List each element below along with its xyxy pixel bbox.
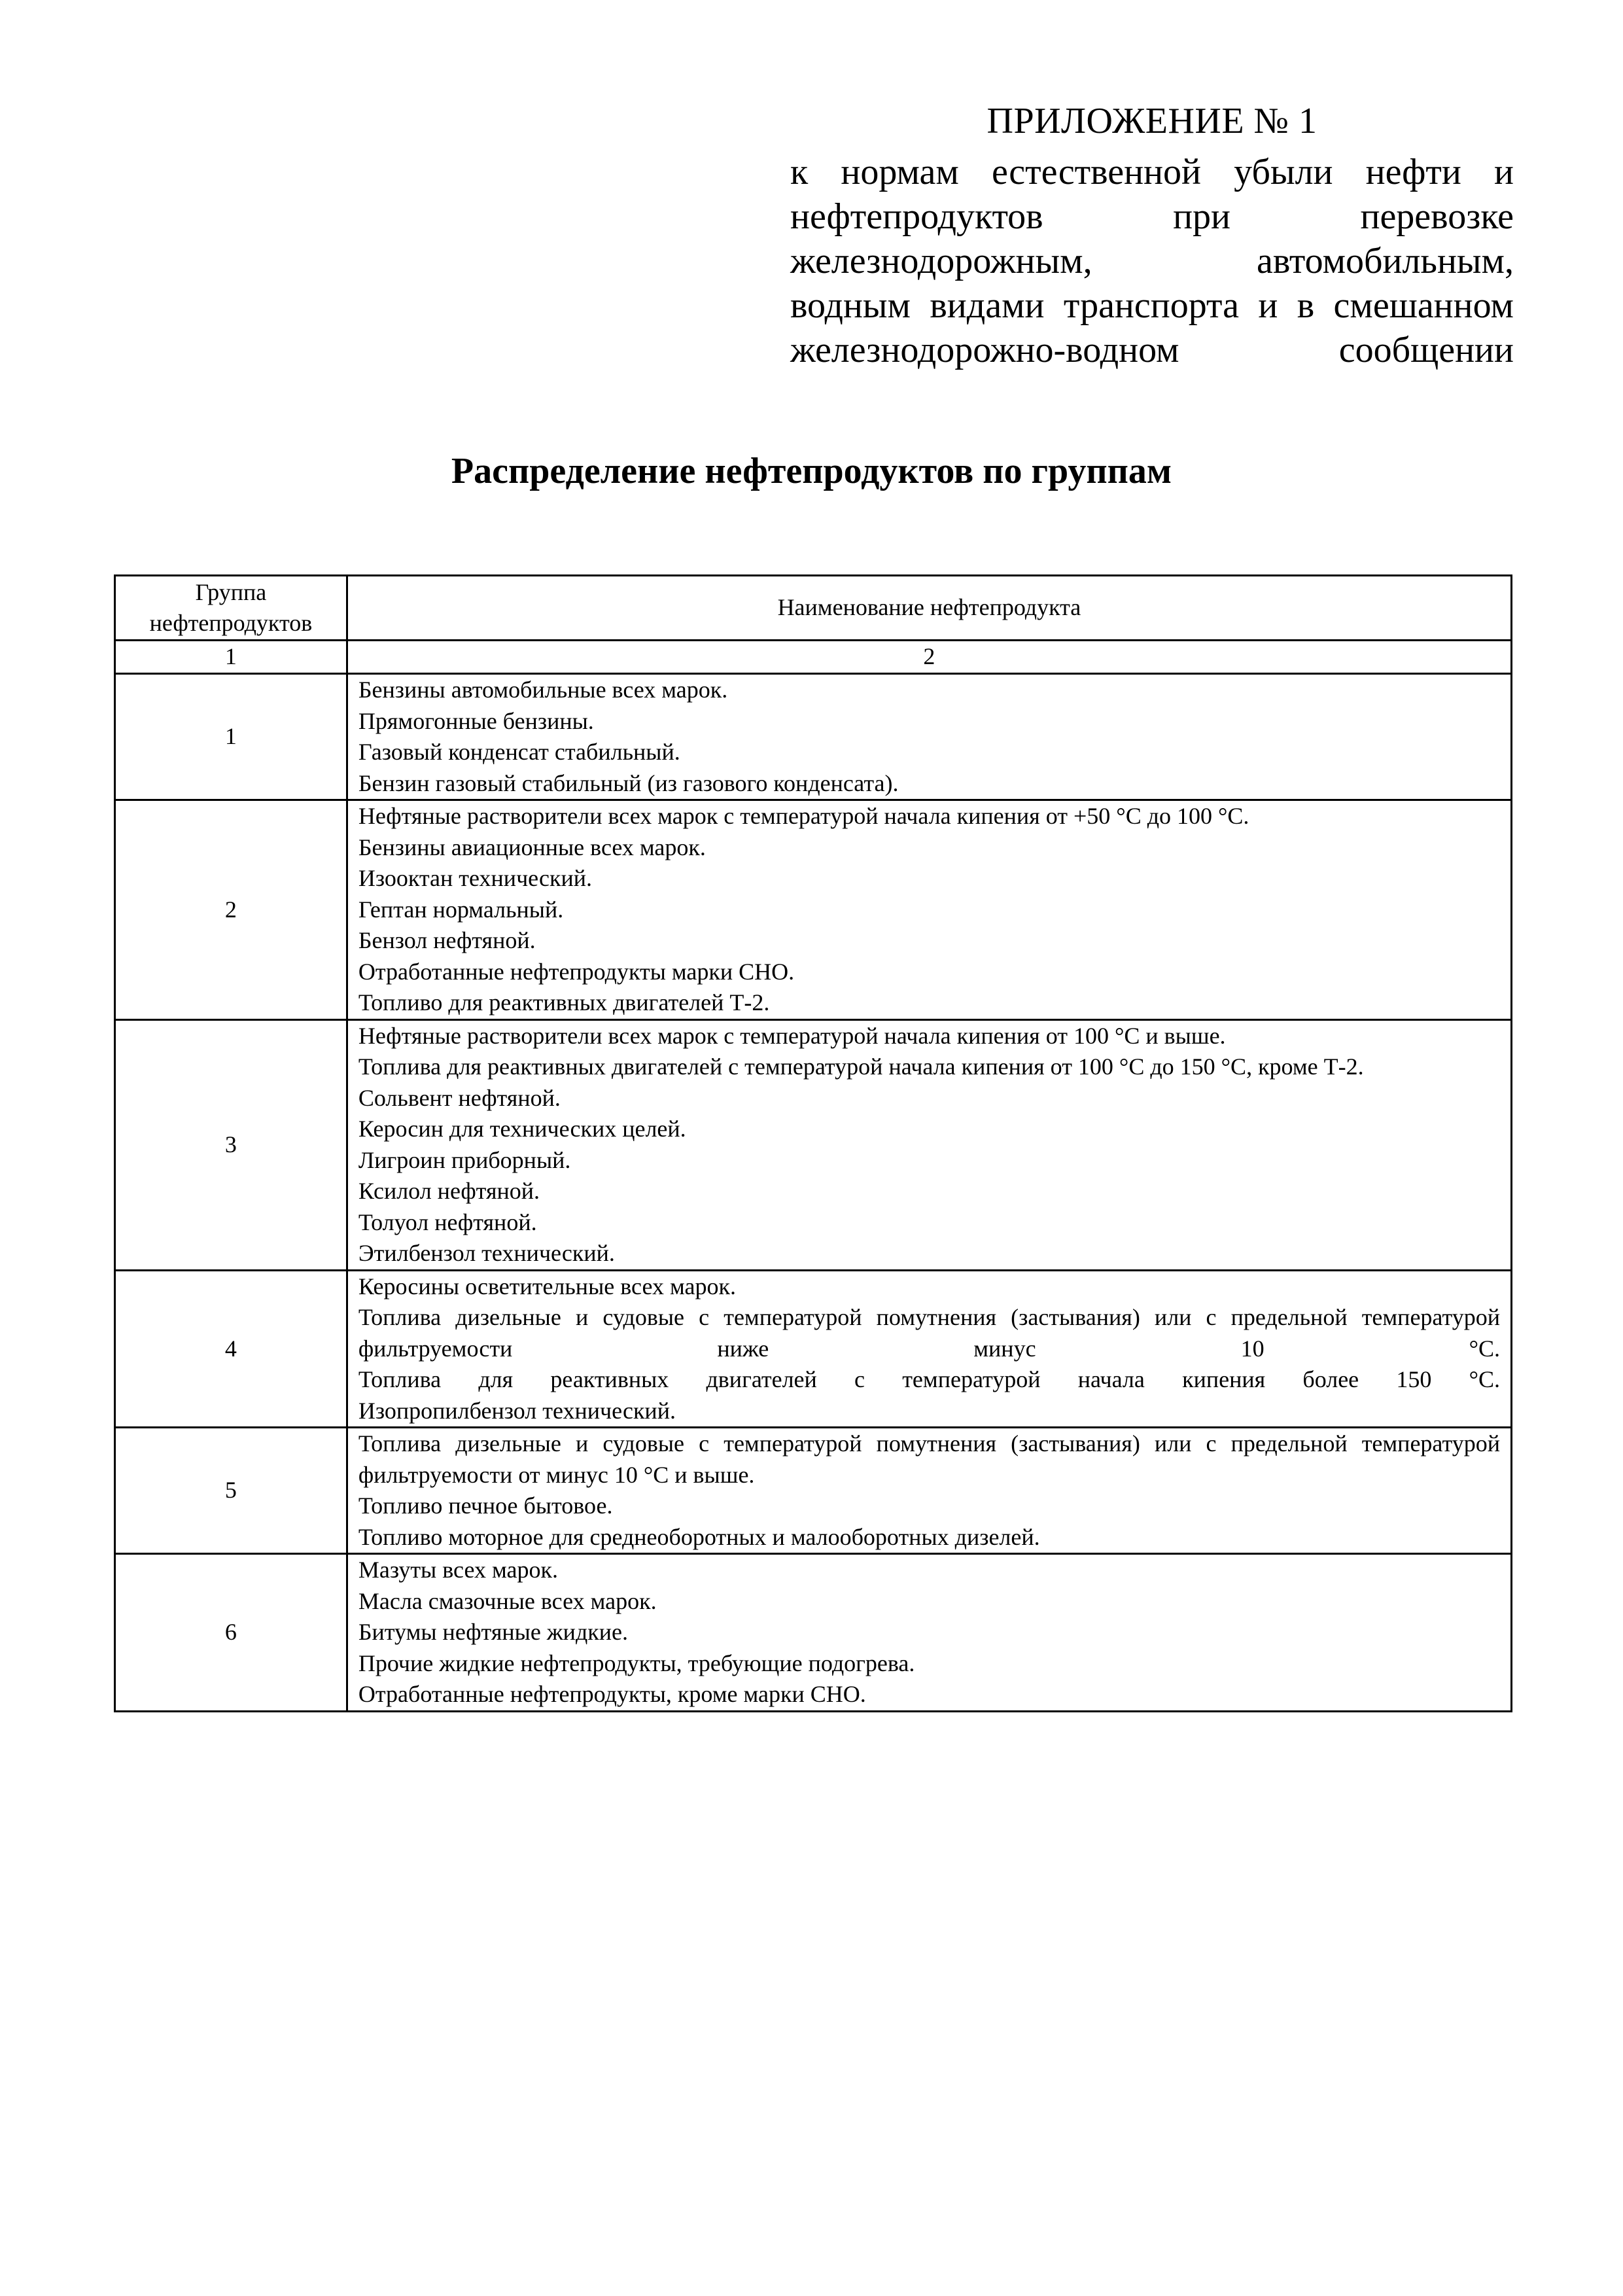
appendix-subtitle-line: нефтепродуктов при перевозке: [790, 196, 1514, 237]
appendix-header: [790, 95, 1514, 372]
table-row: [115, 1270, 1512, 1428]
product-item: Керосины осветительные всех марок.: [358, 1273, 736, 1299]
group-products: [347, 1554, 1511, 1712]
column-header-group: Группа нефтепродуктов: [115, 576, 347, 641]
product-item: Толуол нефтяной.: [358, 1209, 537, 1235]
group-number: 6: [115, 1554, 347, 1712]
product-groups-table: [114, 574, 1512, 1712]
group-number: 5: [115, 1428, 347, 1554]
product-item: Бензины авиационные всех марок.: [358, 834, 706, 860]
product-item: Этилбензол технический.: [358, 1240, 615, 1266]
column-number-row: [115, 641, 1512, 674]
product-item: Мазуты всех марок.: [358, 1557, 558, 1583]
group-products: [347, 674, 1511, 800]
product-item: Керосин для технических целей.: [358, 1116, 686, 1142]
table-row: [115, 800, 1512, 1020]
appendix-subtitle-line: водным видами транспорта и в смешанном: [790, 285, 1514, 326]
product-item: Бензол нефтяной.: [358, 927, 536, 953]
product-item: Изооктан технический.: [358, 865, 593, 891]
product-item: Прочие жидкие нефтепродукты, требующие подогрева.: [358, 1650, 915, 1676]
product-item: Прямогонные бензины.: [358, 707, 594, 734]
group-number: 1: [115, 674, 347, 800]
appendix-title: ПРИЛОЖЕНИЕ № 1: [986, 101, 1318, 141]
appendix-subtitle-line: к нормам естественной убыли нефти и: [790, 152, 1514, 192]
product-item: Бензин газовый стабильный (из газового конденсата).: [358, 769, 899, 796]
product-item: Масла смазочные всех марок.: [358, 1587, 657, 1614]
group-number: 3: [115, 1019, 347, 1270]
product-item: Битумы нефтяные жидкие.: [358, 1619, 628, 1645]
product-item: Топливо печное бытовое.: [358, 1492, 613, 1519]
group-products: [347, 1428, 1511, 1554]
product-item: Ксилол нефтяной.: [358, 1178, 540, 1204]
table-row: [115, 1019, 1512, 1270]
group-products: [347, 1019, 1511, 1270]
column-number-2: 2: [347, 641, 1511, 674]
table-header-row: [115, 576, 1512, 641]
group-number: 2: [115, 800, 347, 1020]
product-item: Бензины автомобильные всех марок.: [358, 677, 728, 703]
column-number-1: 1: [115, 641, 347, 674]
appendix-subtitle-line: железнодорожным, автомобильным,: [790, 241, 1514, 281]
product-item: Гептан нормальный.: [358, 896, 564, 923]
product-item: Нефтяные растворители всех марок с температурой начала кипения от 100 °С и выше.: [358, 1022, 1226, 1049]
appendix-subtitle: [790, 150, 1514, 372]
product-item: Нефтяные растворители всех марок с температурой начала кипения от +50 °С до 100 °С.: [358, 803, 1249, 829]
table-row: [115, 674, 1512, 800]
document-title: Распределение нефтепродуктов по группам: [451, 451, 1172, 491]
product-item: Топлива дизельные и судовые с температурой помутнения (застывания) или с предельной температурой фильтруемости от минус 10 °С и выше.: [358, 1430, 1500, 1488]
product-item: Топлива для реактивных двигателей с температурой начала кипения от 100 °С до 150 °С, кроме Т-2.: [358, 1053, 1364, 1080]
column-header-name: Наименование нефтепродукта: [347, 576, 1511, 641]
group-number: 4: [115, 1270, 347, 1428]
product-item: Изопропилбензол технический.: [358, 1397, 676, 1424]
product-item: Топлива для реактивных двигателей с температурой начала кипения более 150 °С.: [358, 1366, 1500, 1392]
product-item: Сольвент нефтяной.: [358, 1084, 561, 1111]
product-item: Топливо моторное для среднеоборотных и малооборотных дизелей.: [358, 1523, 1040, 1550]
product-item: Отработанные нефтепродукты, кроме марки СНО.: [358, 1681, 866, 1707]
product-item: Топливо для реактивных двигателей Т-2.: [358, 989, 770, 1016]
table-row: [115, 1554, 1512, 1712]
product-item: Топлива дизельные и судовые с температурой помутнения (застывания) или с предельной температурой фильтруемости ниже минус 10 °С.: [358, 1304, 1500, 1362]
group-products: [347, 1270, 1511, 1428]
product-item: Газовый конденсат стабильный.: [358, 739, 680, 765]
group-products: [347, 800, 1511, 1020]
table-row: [115, 1428, 1512, 1554]
product-item: Лигроин приборный.: [358, 1146, 571, 1173]
appendix-subtitle-line: железнодорожно-водном сообщении: [790, 330, 1514, 370]
product-item: Отработанные нефтепродукты марки СНО.: [358, 958, 795, 985]
